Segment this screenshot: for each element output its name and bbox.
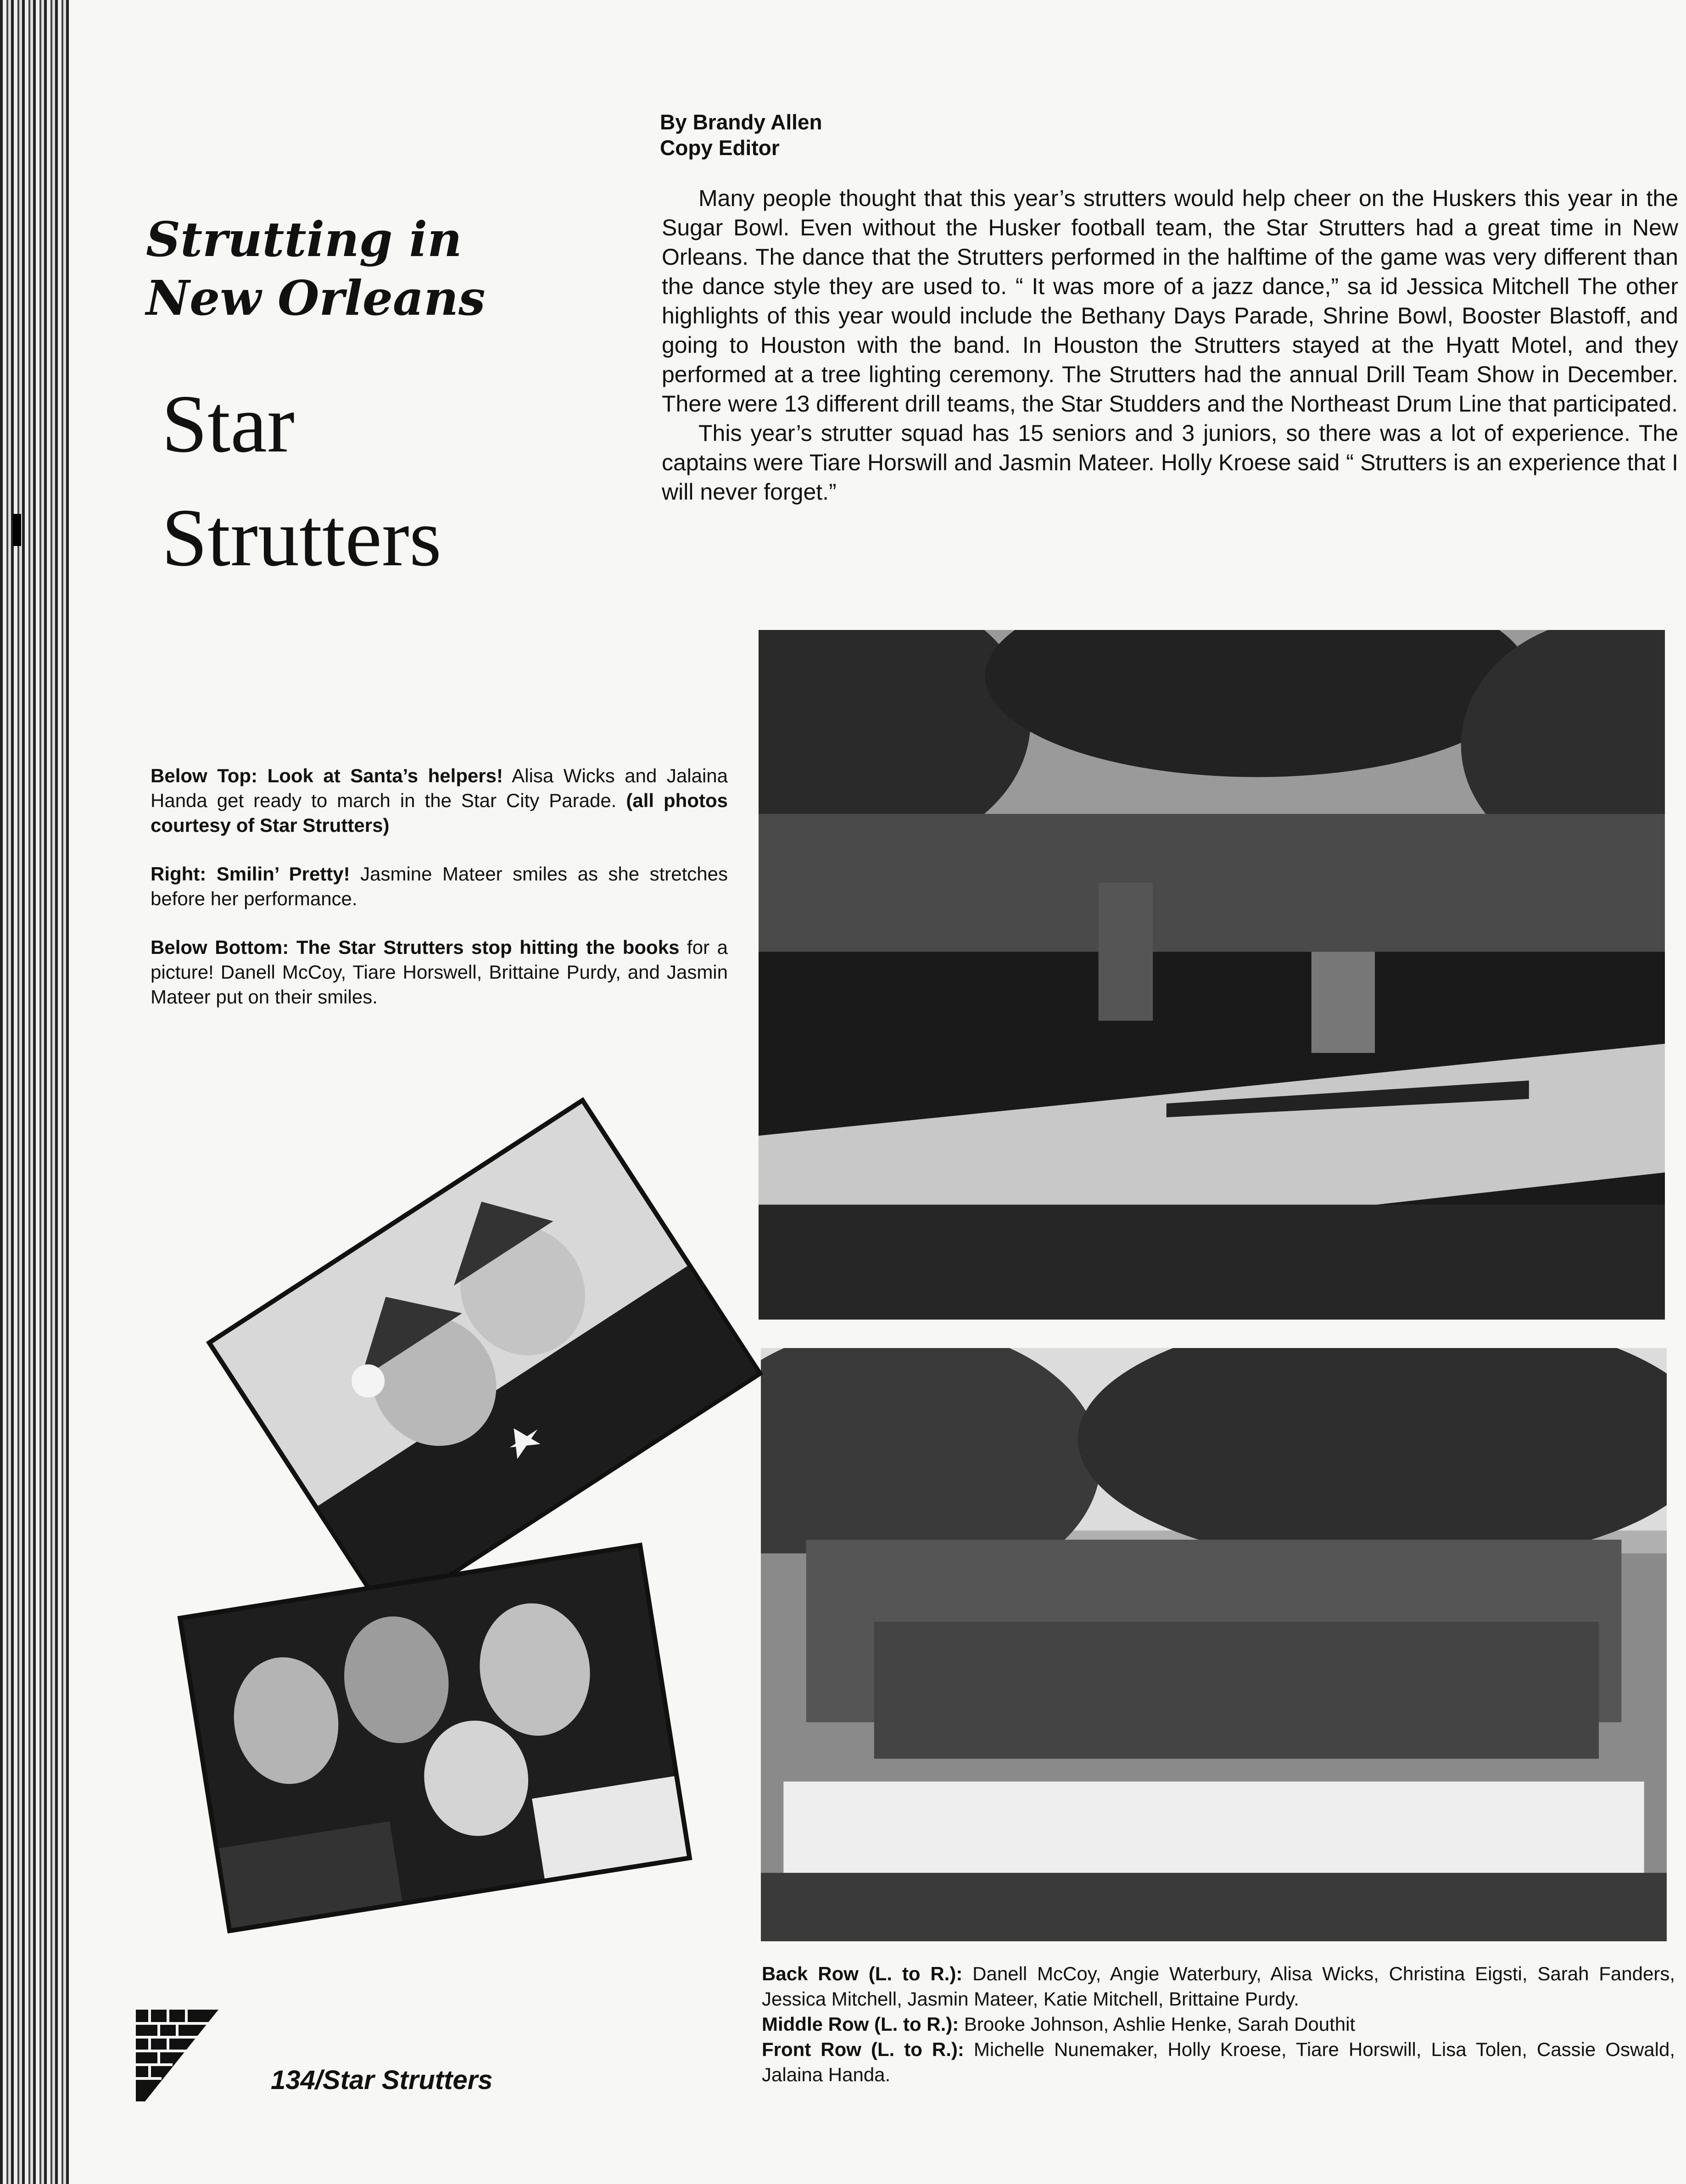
photo-captions [151,763,728,1033]
title-line-2: Strutters [162,492,441,583]
caption-below-top [151,763,728,838]
photo-santas-helpers [206,1097,763,1619]
binding-mark [13,514,21,546]
title-line-1: Star [162,378,295,469]
caption-below-bottom-text: for a picture! Danell McCoy, Tiare Horswell, Brittaine Purdy, and Jasmin Mateer put on their smiles. [151,936,728,1008]
roster-front-names: Michelle Nunemaker, Holly Kroese, Tiare Horswill, Lisa Tolen, Cassie Oswald, Jalaina Handa. [762,2039,1675,2085]
caption-below-top-text: Alisa Wicks and Jalaina Handa get ready to march in the Star City Parade. [151,765,728,811]
roster-middle-label: Middle Row (L. to R.): [762,2013,959,2035]
page-title [162,367,529,595]
page-binding-edge [0,0,69,2184]
caption-right-text: Jasmine Mateer smiles as she stretches before her performance. [151,863,728,909]
page-folio: 134/Star Strutters [271,2065,493,2095]
byline-author: By Brandy Allen [660,110,822,134]
kicker-line-1: Strutting in [146,211,462,267]
story-body [662,184,1678,507]
roster-middle-row [762,2011,1675,2037]
roster-back-row [762,1961,1675,2011]
caption-right-lead: Right: Smilin’ Pretty! [151,863,350,885]
caption-below-bottom-lead: Below Bottom: The Star Strutters stop hitting the books [151,936,680,958]
kicker-headline [146,210,495,328]
brick-wall-icon [136,2010,218,2101]
roster-middle-names: Brooke Johnson, Ashlie Henke, Sarah Douthit [964,2013,1356,2035]
caption-below-top-lead: Below Top: Look at Santa’s helpers! [151,765,503,786]
story-paragraph: This year’s strutter squad has 15 seniors and 3 juniors, so there was a lot of experience. The captains were Tiare Horswill and Jasmin Mateer. Holly Kroese said “ Strutters is an experience that I will never forget.” [662,420,1678,505]
byline [660,109,822,161]
team-roster [762,1961,1675,2087]
byline-role: Copy Editor [660,136,780,160]
photo-credit: (all photos courtesy of Star Strutters) [151,790,728,836]
kicker-line-2: New Orleans [146,270,486,326]
photo-books [178,1543,692,1933]
roster-front-label: Front Row (L. to R.): [762,2039,964,2060]
roster-back-label: Back Row (L. to R.): [762,1963,963,1984]
roster-front-row [762,2037,1675,2087]
photo-team [761,1348,1667,1941]
photo-stretching [759,630,1665,1320]
roster-back-names: Danell McCoy, Angie Waterbury, Alisa Wicks, Christina Eigsti, Sarah Fanders, Jessica Mitchell, Jasmin Mateer, Katie Mitchell, Brittaine Purdy. [762,1963,1675,2010]
story-paragraph: Many people thought that this year’s strutters would help cheer on the Huskers this year in the Sugar Bowl. Even without the Husker football team, the Star Strutters had a great time in New Orleans. The dance that the Strutters performed in the halftime of the game was very different than the dance style they are used to. “ It was more of a jazz dance,” sa id Jessica Mitchell The other highlights of this year would include the Bethany Days Parade, Shrine Bowl, Booster Blastoff, and going to Houston with the band. In Houston the Strutters stayed at the Hyatt Motel, and they performed at a tree lighting ceremony. The Strutters had the annual Drill Team Show in December. There were 13 different drill teams, the Star Studders and the Northeast Drum Line that participated. [662,185,1678,417]
caption-right [151,862,728,911]
caption-below-bottom [151,935,728,1009]
